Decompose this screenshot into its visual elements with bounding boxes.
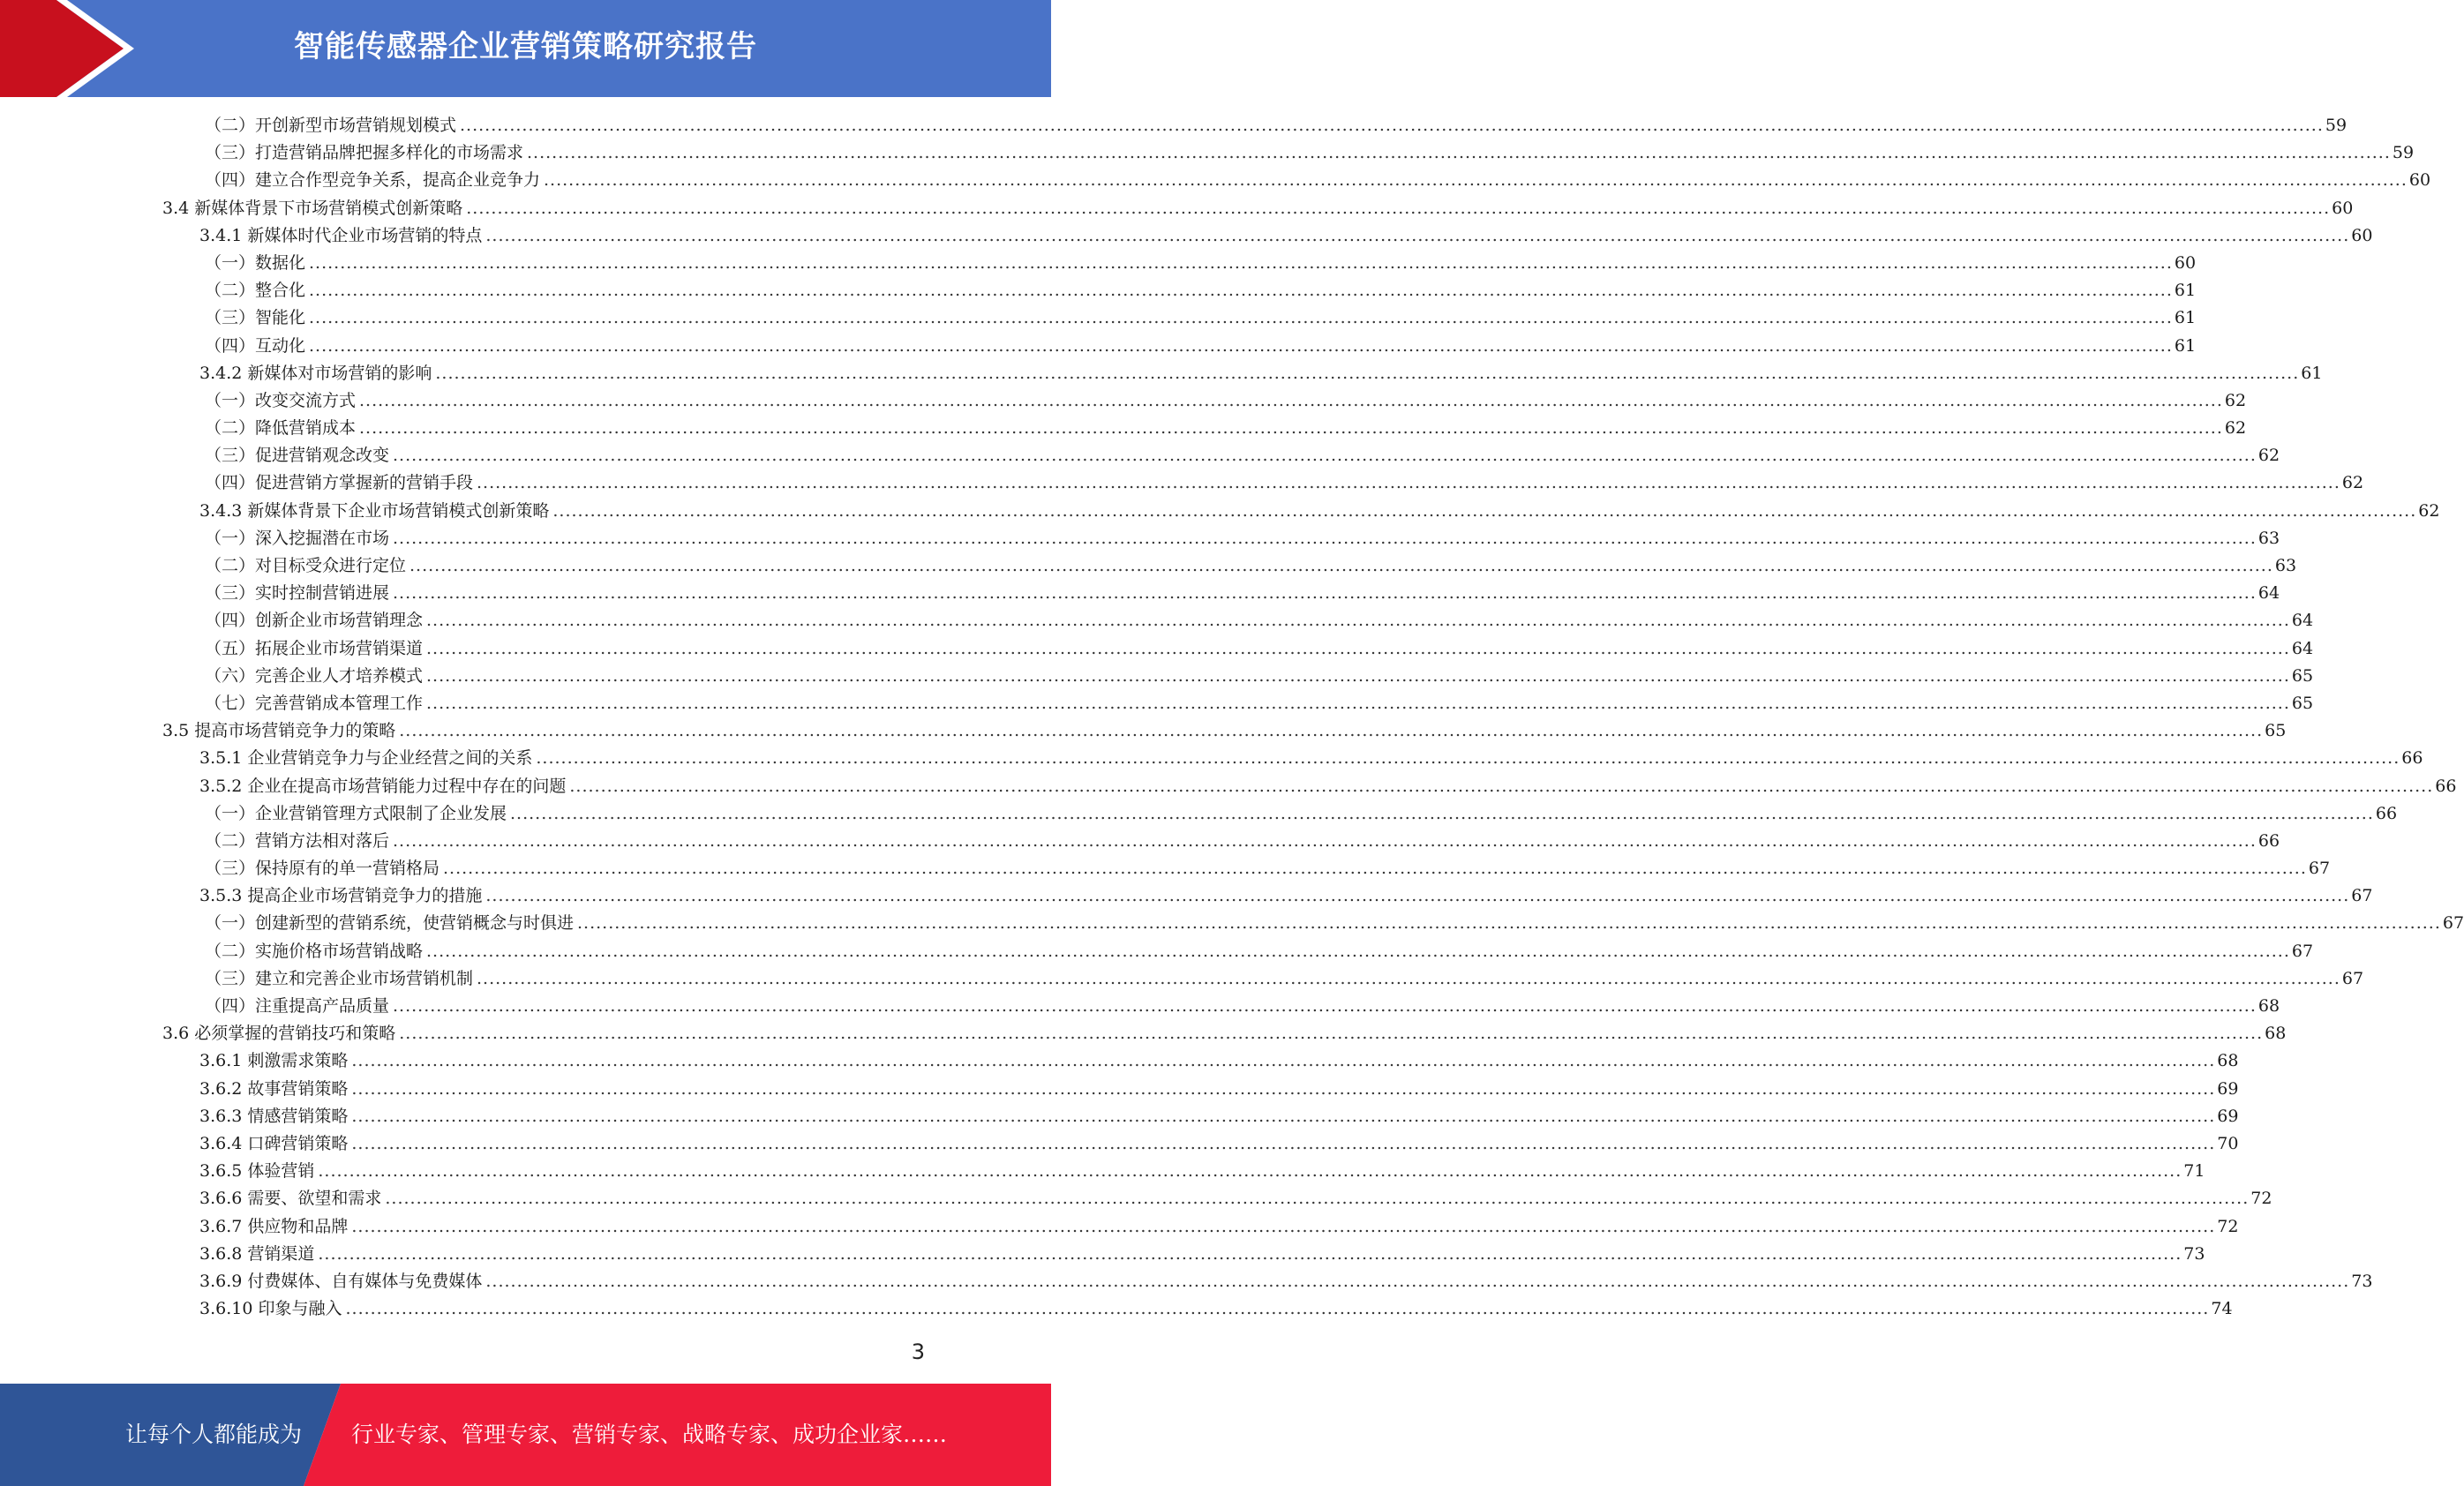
toc-row <box>0 607 2314 634</box>
toc-entry-label: （七）完善营销成本管理工作 <box>205 693 424 713</box>
toc-leader-dots: ............................................................................................................................................................................................................................................................................................................ <box>409 556 2273 575</box>
page-number: 3 <box>911 1340 925 1364</box>
toc-entry-page: 62 <box>2257 446 2280 466</box>
toc-entry-link[interactable] <box>199 1130 2239 1158</box>
toc-entry-label: 3.6.6 需要、欲望和需求 <box>199 1189 382 1209</box>
toc-leader-dots: ............................................................................................................................................................................................................................................................................................................ <box>345 1299 2210 1319</box>
page-footer <box>0 1384 1051 1486</box>
toc-leader-dots: ............................................................................................................................................................................................................................................................................................................ <box>426 638 2290 658</box>
toc-entry-page: 70 <box>2217 1133 2239 1153</box>
toc-entry-link[interactable] <box>205 965 2364 993</box>
toc-leader-dots: ............................................................................................................................................................................................................................................................................................................ <box>435 363 2300 383</box>
toc-leader-dots: ............................................................................................................................................................................................................................................................................................................ <box>399 721 2264 741</box>
toc-row <box>0 525 2280 552</box>
toc-leader-dots: ............................................................................................................................................................................................................................................................................................................ <box>393 996 2257 1016</box>
toc-entry-label: （一）深入挖掘潜在市场 <box>205 528 390 548</box>
table-of-contents <box>0 112 2464 1323</box>
toc-leader-dots: ............................................................................................................................................................................................................................................................................................................ <box>309 252 2173 273</box>
toc-entry-page: 62 <box>2224 390 2247 410</box>
toc-entry-label: （三）保持原有的单一营销格局 <box>205 859 440 879</box>
toc-entry-page: 65 <box>2291 693 2314 713</box>
toc-leader-dots: ............................................................................................................................................................................................................................................................................................................ <box>393 528 2257 548</box>
toc-entry-label: 3.6.1 刺激需求策略 <box>199 1051 349 1071</box>
toc-entry-label: 3.5 提高市场营销竞争力的策略 <box>162 721 396 741</box>
toc-row <box>0 828 2280 855</box>
toc-entry-page: 68 <box>2217 1051 2239 1071</box>
toc-entry-link[interactable] <box>199 1213 2239 1241</box>
toc-entry-label: （三）打造营销品牌把握多样化的市场需求 <box>205 143 524 163</box>
toc-leader-dots: ............................................................................................................................................................................................................................................................................................................ <box>569 776 2434 796</box>
toc-row <box>0 663 2314 690</box>
toc-entry-link[interactable] <box>205 607 2314 634</box>
toc-entry-link[interactable] <box>205 993 2280 1020</box>
toc-leader-dots: ............................................................................................................................................................................................................................................................................................................ <box>351 1051 2216 1071</box>
toc-row <box>0 222 2373 250</box>
toc-leader-dots: ............................................................................................................................................................................................................................................................................................................ <box>510 803 2374 823</box>
toc-entry-link[interactable] <box>205 387 2247 415</box>
toc-entry-page: 63 <box>2274 556 2297 575</box>
toc-row <box>0 1268 2373 1295</box>
toc-entry-link[interactable] <box>205 855 2331 882</box>
toc-entry-link[interactable] <box>205 663 2314 690</box>
toc-leader-dots: ............................................................................................................................................................................................................................................................................................................ <box>577 913 2441 934</box>
toc-entry-page: 60 <box>2351 225 2373 245</box>
toc-entry-label: （三）智能化 <box>205 308 306 328</box>
toc-row <box>0 1185 2272 1212</box>
toc-row <box>0 1295 2233 1323</box>
toc-entry-label: （六）完善企业人才培养模式 <box>205 665 424 686</box>
toc-entry-link[interactable] <box>205 333 2197 360</box>
toc-entry-page: 66 <box>2257 830 2280 851</box>
toc-row <box>0 333 2197 360</box>
toc-entry-label: （一）企业营销管理方式限制了企业发展 <box>205 803 507 823</box>
toc-entry-page: 64 <box>2291 611 2314 631</box>
toc-leader-dots: ............................................................................................................................................................................................................................................................................................................ <box>552 500 2417 521</box>
toc-leader-dots: ............................................................................................................................................................................................................................................................................................................ <box>393 446 2257 466</box>
toc-entry-page: 66 <box>2435 776 2457 796</box>
toc-entry-link[interactable] <box>199 1185 2272 1212</box>
toc-entry-label: （三）建立和完善企业市场营销机制 <box>205 968 474 988</box>
toc-entry-label: 3.6.5 体验营销 <box>199 1161 315 1182</box>
toc-entry-link[interactable] <box>205 635 2314 663</box>
toc-entry-link[interactable] <box>205 139 2415 167</box>
toc-entry-label: （四）创新企业市场营销理念 <box>205 611 424 631</box>
toc-entry-label: 3.5.1 企业营销竞争力与企业经营之间的关系 <box>199 748 533 769</box>
toc-row <box>0 112 2348 139</box>
toc-entry-page: 62 <box>2224 418 2247 439</box>
toc-entry-link[interactable] <box>205 250 2197 277</box>
toc-entry-page: 64 <box>2291 638 2314 658</box>
toc-entry-page: 59 <box>2325 116 2348 135</box>
toc-entry-page: 67 <box>2291 941 2314 961</box>
toc-entry-link[interactable] <box>199 1076 2239 1103</box>
toc-entry-label: 3.4 新媒体背景下市场营销模式创新策略 <box>162 198 463 218</box>
toc-entry-page: 61 <box>2174 335 2197 356</box>
toc-row <box>0 250 2197 277</box>
toc-entry-page: 60 <box>2174 252 2197 273</box>
toc-row <box>0 855 2331 882</box>
toc-entry-page: 67 <box>2341 968 2364 988</box>
toc-entry-label: （四）注重提高产品质量 <box>205 996 390 1016</box>
toc-entry-link[interactable] <box>205 442 2280 469</box>
toc-entry-label: （四）互动化 <box>205 335 306 356</box>
page-header <box>0 0 1051 97</box>
toc-entry-page: 60 <box>2332 198 2354 218</box>
toc-entry-page: 65 <box>2291 665 2314 686</box>
toc-entry-link[interactable] <box>205 828 2280 855</box>
toc-entry-link[interactable] <box>162 195 2354 222</box>
toc-leader-dots: ............................................................................................................................................................................................................................................................................................................ <box>426 941 2290 961</box>
toc-leader-dots: ............................................................................................................................................................................................................................................................................................................ <box>466 198 2331 218</box>
toc-entry-page: 67 <box>2308 859 2331 879</box>
toc-row <box>0 965 2364 993</box>
toc-entry-page: 73 <box>2351 1271 2373 1291</box>
toc-entry-link[interactable] <box>205 938 2314 965</box>
toc-leader-dots: ............................................................................................................................................................................................................................................................................................................ <box>393 583 2257 604</box>
toc-row <box>0 1076 2239 1103</box>
toc-entry-label: （二）营销方法相对落后 <box>205 830 390 851</box>
toc-entry-link[interactable] <box>199 773 2457 800</box>
toc-leader-dots: ............................................................................................................................................................................................................................................................................................................ <box>359 418 2223 439</box>
toc-entry-label: （三）促进营销观念改变 <box>205 446 390 466</box>
toc-entry-label: （一）创建新型的营销系统，使营销概念与时俱进 <box>205 913 575 934</box>
toc-entry-link[interactable] <box>199 360 2323 387</box>
toc-entry-page: 69 <box>2217 1078 2239 1099</box>
toc-entry-link[interactable] <box>205 552 2297 580</box>
toc-leader-dots: ............................................................................................................................................................................................................................................................................................................ <box>544 170 2408 191</box>
toc-row <box>0 139 2415 167</box>
toc-entry-label: 3.4.3 新媒体背景下企业市场营销模式创新策略 <box>199 500 550 521</box>
toc-entry-link[interactable] <box>205 690 2314 717</box>
toc-leader-dots: ............................................................................................................................................................................................................................................................................................................ <box>309 308 2173 328</box>
toc-leader-dots: ............................................................................................................................................................................................................................................................................................................ <box>477 473 2340 493</box>
toc-row <box>0 195 2354 222</box>
toc-leader-dots: ............................................................................................................................................................................................................................................................................................................ <box>477 968 2340 988</box>
toc-entry-link[interactable] <box>205 112 2348 139</box>
toc-leader-dots: ............................................................................................................................................................................................................................................................................................................ <box>460 116 2324 135</box>
toc-leader-dots: ............................................................................................................................................................................................................................................................................................................ <box>351 1106 2216 1126</box>
toc-entry-page: 72 <box>2250 1189 2272 1209</box>
toc-entry-page: 60 <box>2408 170 2431 191</box>
toc-entry-page: 73 <box>2183 1243 2205 1264</box>
toc-row <box>0 167 2431 194</box>
toc-row <box>0 387 2247 415</box>
toc-entry-label: 3.6.4 口碑营销策略 <box>199 1133 349 1153</box>
toc-row <box>0 1213 2239 1241</box>
toc-entry-link[interactable] <box>199 222 2373 250</box>
toc-entry-label: （一）改变交流方式 <box>205 390 357 410</box>
toc-row <box>0 690 2314 717</box>
toc-entry-page: 74 <box>2211 1299 2233 1319</box>
toc-entry-page: 67 <box>2351 886 2373 906</box>
toc-row <box>0 580 2280 607</box>
toc-leader-dots: ............................................................................................................................................................................................................................................................................................................ <box>318 1243 2182 1264</box>
toc-entry-page: 69 <box>2217 1106 2239 1126</box>
toc-row <box>0 469 2364 497</box>
toc-entry-label: 3.6.7 供应物和品牌 <box>199 1216 349 1236</box>
toc-leader-dots: ............................................................................................................................................................................................................................................................................................................ <box>351 1078 2216 1099</box>
toc-row <box>0 304 2197 332</box>
toc-row <box>0 882 2373 910</box>
toc-entry-label: （二）降低营销成本 <box>205 418 357 439</box>
toc-row <box>0 1047 2239 1075</box>
toc-entry-page: 61 <box>2301 363 2323 383</box>
toc-entry-link[interactable] <box>162 1020 2287 1047</box>
toc-entry-label: 3.6.10 印象与融入 <box>199 1299 342 1319</box>
toc-entry-page: 67 <box>2442 913 2464 934</box>
footer-slogan-right: 行业专家、管理专家、营销专家、战略专家、成功企业家…… <box>351 1422 948 1447</box>
toc-leader-dots: ............................................................................................................................................................................................................................................................................................................ <box>536 748 2400 769</box>
toc-leader-dots: ............................................................................................................................................................................................................................................................................................................ <box>318 1161 2182 1182</box>
toc-entry-page: 72 <box>2217 1216 2239 1236</box>
toc-entry-link[interactable] <box>205 415 2247 442</box>
toc-entry-page: 59 <box>2392 143 2415 163</box>
toc-leader-dots: ............................................................................................................................................................................................................................................................................................................ <box>485 886 2350 906</box>
toc-leader-dots: ............................................................................................................................................................................................................................................................................................................ <box>399 1024 2264 1044</box>
toc-entry-link[interactable] <box>205 580 2280 607</box>
toc-entry-page: 68 <box>2265 1024 2287 1044</box>
toc-entry-label: 3.6.3 情感营销策略 <box>199 1106 349 1126</box>
toc-entry-link[interactable] <box>199 745 2423 772</box>
toc-entry-page: 62 <box>2418 500 2440 521</box>
toc-row <box>0 745 2423 772</box>
toc-entry-label: 3.6.9 付费媒体、自有媒体与免费媒体 <box>199 1271 483 1291</box>
toc-leader-dots: ............................................................................................................................................................................................................................................................................................................ <box>351 1216 2216 1236</box>
toc-entry-link[interactable] <box>199 498 2440 525</box>
toc-leader-dots: ............................................................................................................................................................................................................................................................................................................ <box>426 665 2290 686</box>
toc-entry-label: 3.6.8 营销渠道 <box>199 1243 315 1264</box>
toc-entry-label: （三）实时控制营销进展 <box>205 583 390 604</box>
toc-entry-link[interactable] <box>205 800 2398 828</box>
toc-entry-page: 66 <box>2375 803 2398 823</box>
toc-entry-link[interactable] <box>199 1047 2239 1075</box>
toc-entry-link[interactable] <box>205 277 2197 304</box>
toc-entry-link[interactable] <box>205 525 2280 552</box>
toc-leader-dots: ............................................................................................................................................................................................................................................................................................................ <box>309 335 2173 356</box>
toc-leader-dots: ............................................................................................................................................................................................................................................................................................................ <box>351 1133 2216 1153</box>
toc-entry-label: 3.4.2 新媒体对市场营销的影响 <box>199 363 432 383</box>
toc-row <box>0 1241 2205 1268</box>
toc-entry-link[interactable] <box>162 717 2287 745</box>
toc-row <box>0 1020 2287 1047</box>
toc-row <box>0 938 2314 965</box>
toc-row <box>0 360 2323 387</box>
footer-slogan-left: 让每个人都能成为 <box>125 1422 303 1447</box>
toc-row <box>0 1130 2239 1158</box>
report-title: 智能传感器企业营销策略研究报告 <box>294 29 757 64</box>
toc-entry-link[interactable] <box>205 304 2197 332</box>
toc-leader-dots: ............................................................................................................................................................................................................................................................................................................ <box>385 1189 2250 1209</box>
toc-entry-page: 66 <box>2401 748 2423 769</box>
toc-entry-page: 64 <box>2257 583 2280 604</box>
toc-row <box>0 442 2280 469</box>
toc-row <box>0 910 2464 937</box>
toc-entry-link[interactable] <box>199 882 2373 910</box>
toc-entry-page: 65 <box>2265 721 2287 741</box>
toc-entry-label: 3.5.3 提高企业市场营销竞争力的措施 <box>199 886 483 906</box>
toc-entry-link[interactable] <box>199 1268 2373 1295</box>
toc-leader-dots: ............................................................................................................................................................................................................................................................................................................ <box>485 1271 2350 1291</box>
toc-leader-dots: ............................................................................................................................................................................................................................................................................................................ <box>393 830 2257 851</box>
toc-row <box>0 1103 2239 1130</box>
toc-entry-link[interactable] <box>199 1295 2233 1323</box>
toc-entry-page: 62 <box>2341 473 2364 493</box>
toc-row <box>0 993 2280 1020</box>
toc-row <box>0 552 2297 580</box>
toc-leader-dots: ............................................................................................................................................................................................................................................................................................................ <box>359 390 2223 410</box>
toc-entry-link[interactable] <box>205 910 2464 937</box>
toc-entry-link[interactable] <box>205 469 2364 497</box>
toc-entry-label: （二）开创新型市场营销规划模式 <box>205 116 457 135</box>
toc-entry-link[interactable] <box>199 1158 2205 1185</box>
toc-entry-label: （二）实施价格市场营销战略 <box>205 941 424 961</box>
toc-entry-page: 63 <box>2257 528 2280 548</box>
toc-entry-label: （五）拓展企业市场营销渠道 <box>205 638 424 658</box>
toc-entry-link[interactable] <box>199 1241 2205 1268</box>
toc-row <box>0 415 2247 442</box>
toc-row <box>0 1158 2205 1185</box>
toc-row <box>0 635 2314 663</box>
toc-entry-label: （二）整合化 <box>205 281 306 301</box>
toc-entry-label: 3.6 必须掌握的营销技巧和策略 <box>162 1024 396 1044</box>
toc-entry-label: （二）对目标受众进行定位 <box>205 556 407 575</box>
toc-entry-page: 68 <box>2257 996 2280 1016</box>
toc-leader-dots: ............................................................................................................................................................................................................................................................................................................ <box>309 281 2173 301</box>
toc-row <box>0 498 2440 525</box>
toc-entry-label: 3.4.1 新媒体时代企业市场营销的特点 <box>199 225 483 245</box>
toc-entry-label: （四）建立合作型竞争关系，提高企业竞争力 <box>205 170 541 191</box>
toc-leader-dots: ............................................................................................................................................................................................................................................................................................................ <box>443 859 2307 879</box>
toc-entry-page: 61 <box>2174 308 2197 328</box>
toc-entry-link[interactable] <box>199 1103 2239 1130</box>
toc-entry-label: 3.6.2 故事营销策略 <box>199 1078 349 1099</box>
toc-leader-dots: ............................................................................................................................................................................................................................................................................................................ <box>426 693 2290 713</box>
toc-row <box>0 277 2197 304</box>
toc-entry-label: （四）促进营销方掌握新的营销手段 <box>205 473 474 493</box>
toc-leader-dots: ............................................................................................................................................................................................................................................................................................................ <box>426 611 2290 631</box>
toc-row <box>0 800 2398 828</box>
toc-entry-label: 3.5.2 企业在提高市场营销能力过程中存在的问题 <box>199 776 567 796</box>
toc-entry-label: （一）数据化 <box>205 252 306 273</box>
toc-leader-dots: ............................................................................................................................................................................................................................................................................................................ <box>485 225 2350 245</box>
toc-leader-dots: ............................................................................................................................................................................................................................................................................................................ <box>527 143 2391 163</box>
toc-entry-link[interactable] <box>205 167 2431 194</box>
toc-entry-page: 61 <box>2174 281 2197 301</box>
toc-entry-page: 71 <box>2183 1161 2205 1182</box>
toc-row <box>0 717 2287 745</box>
toc-row <box>0 773 2457 800</box>
